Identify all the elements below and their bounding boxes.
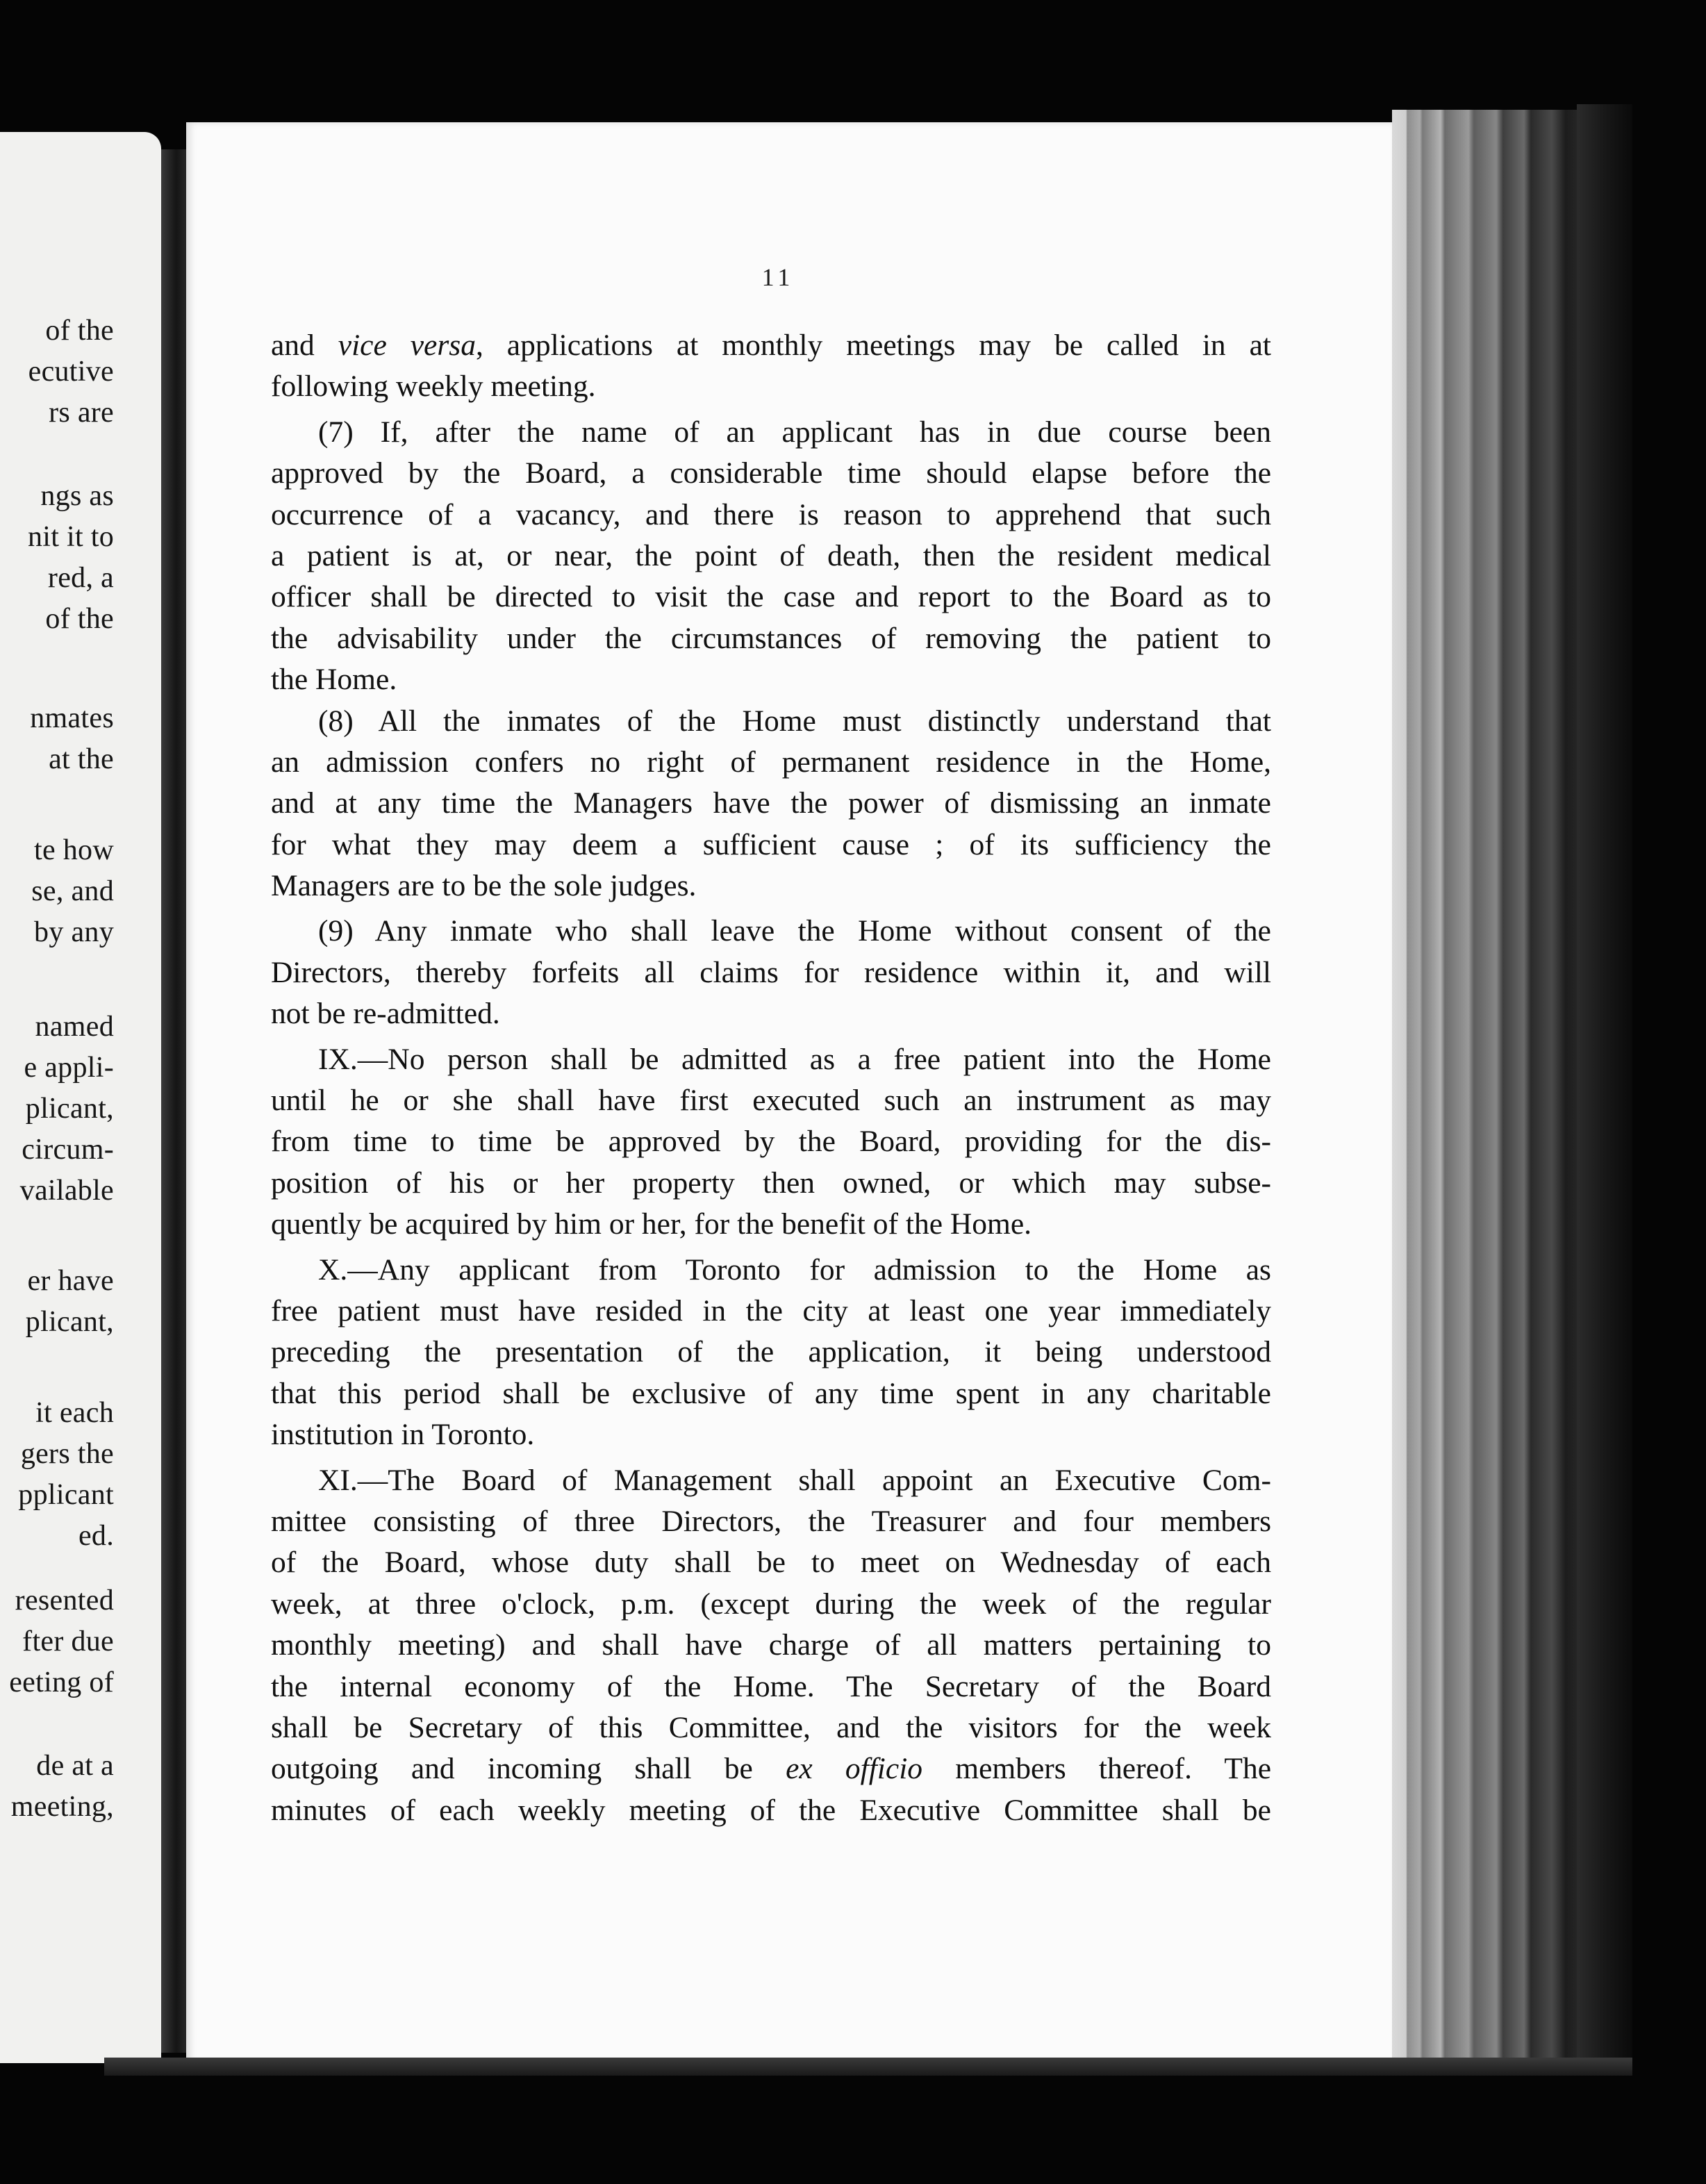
left-fragment: of the xyxy=(45,603,114,635)
left-fragment: ngs as xyxy=(40,480,114,512)
left-page-text-fragments xyxy=(0,132,161,2063)
left-fragment: eeting of xyxy=(9,1666,114,1698)
left-fragment: plicant, xyxy=(25,1093,114,1125)
text-line: an admission confers no right of permanent residence in the Home, xyxy=(271,745,1271,779)
text-line: (7) If, after the name of an applicant has in due course been xyxy=(318,415,1271,449)
left-fragment: te how xyxy=(34,834,114,866)
text-line: and at any time the Managers have the power of dismissing an inmate xyxy=(271,786,1271,820)
text-line: until he or she shall have first executed such an instrument as may xyxy=(271,1084,1271,1118)
left-fragment: it each xyxy=(35,1397,114,1429)
left-fragment: circum- xyxy=(22,1134,114,1166)
left-fragment: named xyxy=(35,1011,114,1043)
left-fragment: red, a xyxy=(47,562,114,594)
left-facing-page xyxy=(0,132,161,2063)
left-fragment: de at a xyxy=(36,1750,114,1782)
text-line: occurrence of a vacancy, and there is reason to apprehend that such xyxy=(271,497,1271,531)
text-line: (9) Any inmate who shall leave the Home without consent of the xyxy=(318,914,1271,948)
text-line: from time to time be approved by the Board, providing for the dis- xyxy=(271,1125,1271,1159)
text-line: shall be Secretary of this Committee, and the visitors for the week xyxy=(271,1710,1271,1744)
left-fragment: at the xyxy=(49,743,114,775)
left-fragment: nmates xyxy=(30,702,114,734)
book-cover-edge xyxy=(1577,104,1632,2070)
text-line: following weekly meeting. xyxy=(271,370,596,404)
paragraph-continuation xyxy=(271,325,1271,408)
left-fragment: er have xyxy=(27,1265,114,1297)
section-X xyxy=(271,1250,1271,1456)
text-line: quently be acquired by him or her, for the benefit of the Home. xyxy=(271,1207,1032,1241)
text-line: X.—Any applicant from Toronto for admission to the Home as xyxy=(318,1252,1271,1287)
left-fragment: nit it to xyxy=(27,521,114,553)
text-line: minutes of each weekly meeting of the Executive Committee shall be xyxy=(271,1793,1271,1827)
left-fragment: se, and xyxy=(31,875,114,907)
text-line: free patient must have resided in the city at least one year immediately xyxy=(271,1293,1271,1327)
text-line: the internal economy of the Home. The Secretary of the Board xyxy=(271,1669,1271,1703)
text-line: and vice versa, applications at monthly meetings may be called in at xyxy=(271,329,1272,362)
left-fragment: by any xyxy=(34,916,114,948)
paragraph-8 xyxy=(271,701,1271,907)
left-fragment: vailable xyxy=(19,1175,114,1207)
text-line: a patient is at, or near, the point of death, then the resident medical xyxy=(271,538,1271,572)
paragraph-7 xyxy=(271,412,1271,701)
italic-term: ex officio xyxy=(786,1752,923,1786)
left-fragment: plicant, xyxy=(25,1306,114,1338)
text-line: Directors, thereby forfeits all claims for residence within it, and will xyxy=(271,955,1271,989)
paragraph-9 xyxy=(271,911,1271,1034)
text-line: IX.—No person shall be admitted as a free patient into the Home xyxy=(318,1042,1271,1076)
text-line: the advisability under the circumstances of removing the patient to xyxy=(271,621,1271,655)
text-line: approved by the Board, a considerable time should elapse before the xyxy=(271,456,1271,490)
text-line: outgoing and incoming shall be ex officio members thereof. The xyxy=(271,1752,1272,1786)
text-line: not be re-admitted. xyxy=(271,997,500,1031)
text-line: monthly meeting) and shall have charge of all matters pertaining to xyxy=(271,1628,1271,1662)
left-fragment: of the xyxy=(45,315,114,347)
book-gutter xyxy=(161,149,186,2053)
left-fragment: e appli- xyxy=(24,1052,114,1084)
left-fragment: ed. xyxy=(78,1520,114,1552)
text-line: position of his or her property then owned, or which may subse- xyxy=(271,1166,1271,1200)
text-line: the Home. xyxy=(271,663,397,697)
italic-term: vice versa xyxy=(338,329,476,362)
text-line: of the Board, whose duty shall be to meet on Wednesday of each xyxy=(271,1546,1271,1580)
left-fragment: rs are xyxy=(49,397,114,429)
text-line: that this period shall be exclusive of any time spent in any charitable xyxy=(271,1376,1271,1410)
text-line: institution in Toronto. xyxy=(271,1418,535,1452)
book-bottom-board xyxy=(104,2058,1632,2076)
text-line: for what they may deem a sufficient cause ; of its sufficiency the xyxy=(271,827,1271,861)
text-line: (8) All the inmates of the Home must distinctly understand that xyxy=(318,704,1271,738)
left-fragment: pplicant xyxy=(18,1479,114,1511)
text-line: preceding the presentation of the application, it being understood xyxy=(271,1335,1271,1369)
left-fragment: gers the xyxy=(20,1438,114,1470)
text-line: XI.—The Board of Management shall appoint an Executive Com- xyxy=(318,1463,1271,1497)
page-number: 11 xyxy=(761,263,795,291)
text-line: mittee consisting of three Directors, the Treasurer and four members xyxy=(271,1504,1271,1538)
section-XI xyxy=(271,1460,1271,1832)
left-fragment: resented xyxy=(15,1585,114,1616)
left-fragment: meeting, xyxy=(10,1791,114,1823)
text-line: Managers are to be the sole judges. xyxy=(271,869,697,903)
section-IX xyxy=(271,1039,1271,1246)
left-fragment: fter due xyxy=(22,1625,114,1657)
page-body-text xyxy=(271,325,1271,1831)
text-line: week, at three o'clock, p.m. (except during the week of the regular xyxy=(271,1587,1271,1621)
left-fragment: ecutive xyxy=(28,356,114,388)
text-line: officer shall be directed to visit the case and report to the Board as to xyxy=(271,580,1271,614)
